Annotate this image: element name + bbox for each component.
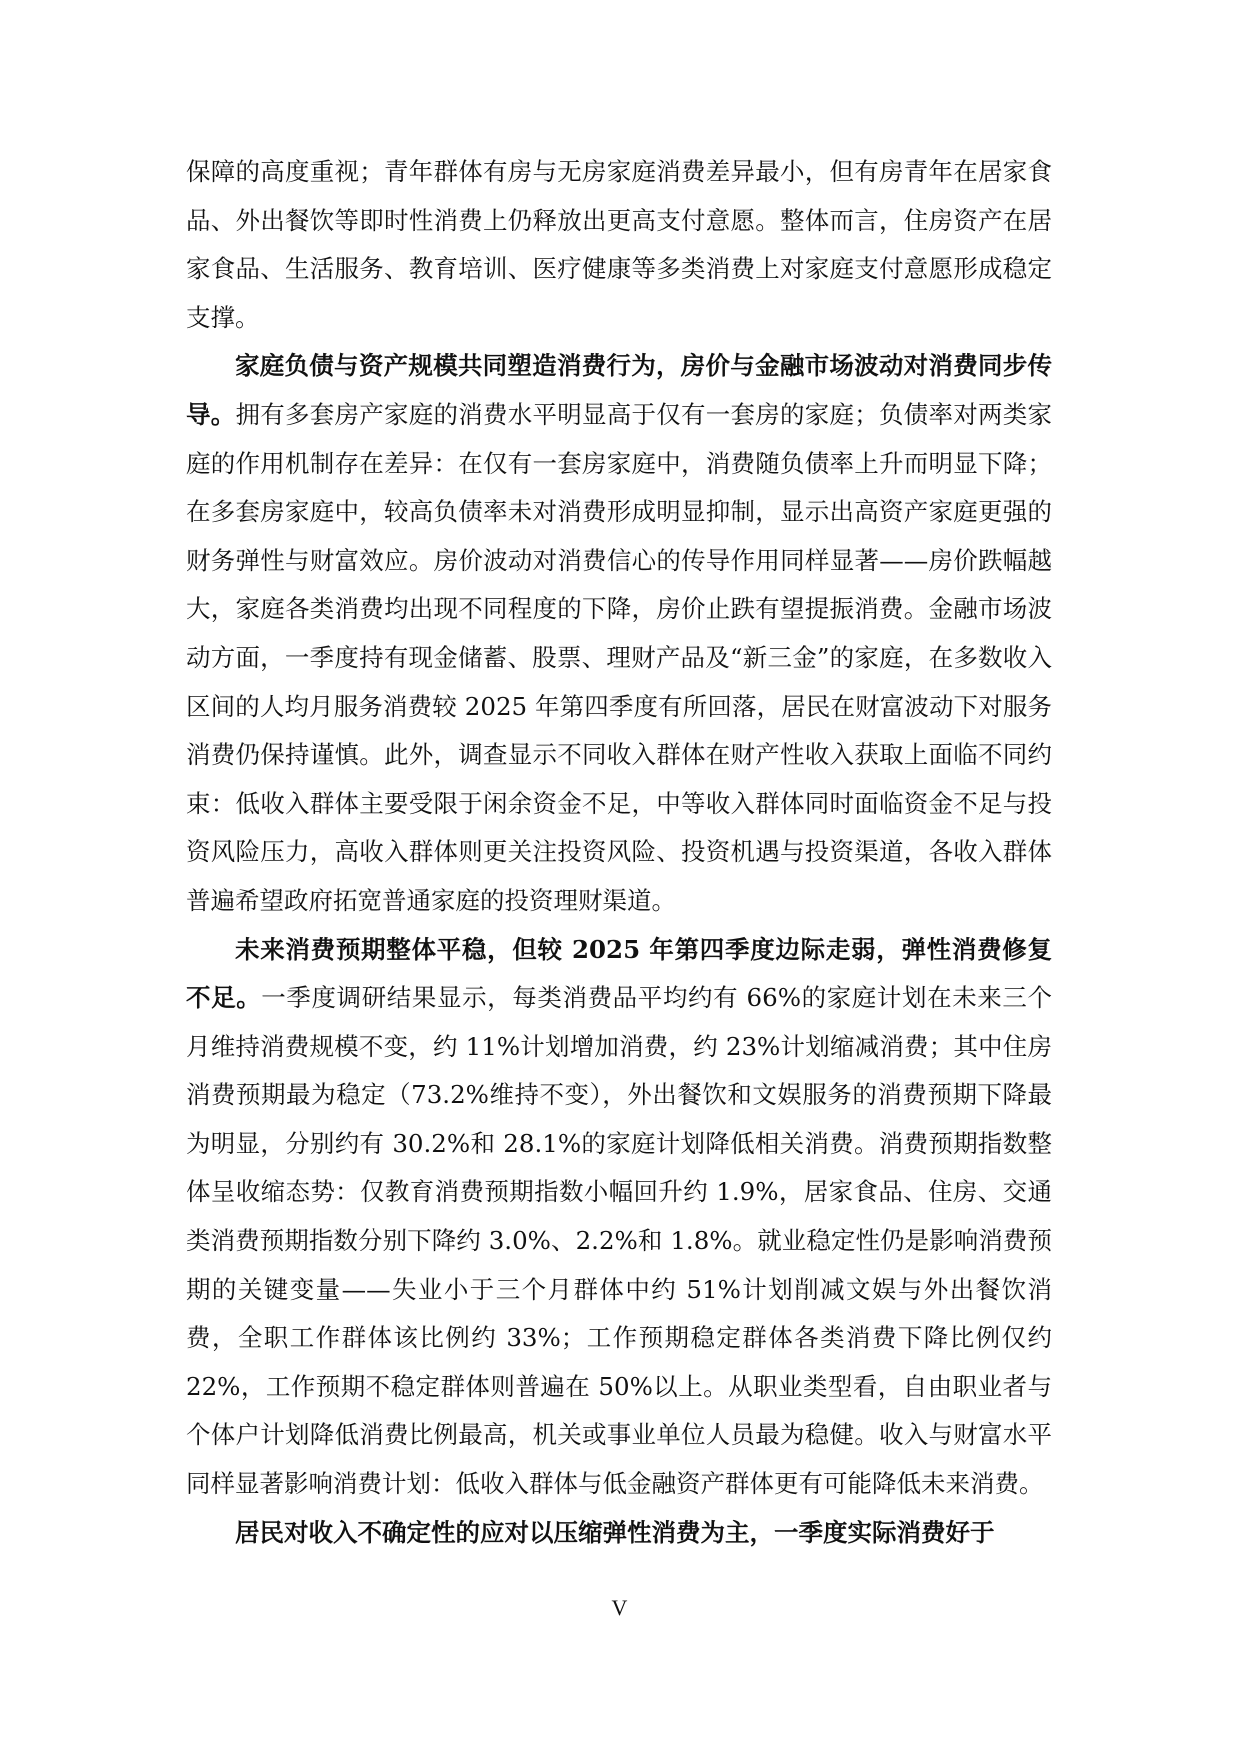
page-number: V <box>611 1595 628 1620</box>
paragraph-text: 一季度调研结果显示，每类消费品平均约有 66%的家庭计划在未来三个月维持消费规模不变，约 11%计划增加消费，约 23%计划缩减消费；其中住房消费预期最为稳定（73.2%维持不变），外出餐饮和文娱服务的消费预期下降最为明显，分别约有 30.2%和 28.1%的家庭计划降低相关消费。消费预期指数整体呈收缩态势：仅教育消费预期指数小幅回升约 1.9%，居家食品、住房、交通类消费预期指数分别下降约 3.0%、2.2%和 1.8%。就业稳定性仍是影响消费预期的关键变量——失业小于三个月群体中约 51%计划削减文娱与外出餐饮消费，全职工作群体该比例约 33%；工作预期稳定群体各类消费下降比例仅约 22%，工作预期不稳定群体则普遍在 50%以上。从职业类型看，自由职业者与个体户计划降低消费比例最高，机关或事业单位人员最为稳健。收入与财富水平同样显著影响消费计划：低收入群体与低金融资产群体更有可能降低未来消费。 <box>186 983 1052 1499</box>
paragraph-income-uncertainty <box>186 1509 1052 1558</box>
paragraph-lead: 未来消费预期整体平稳，但较 2025 年第四季度边际走弱，弹性消费修复不足。 <box>186 934 1052 1013</box>
paragraph-text: 保障的高度重视；青年群体有房与无房家庭消费差异最小，但有房青年在居家食品、外出餐饮等即时性消费上仍释放出更高支付意愿。整体而言，住房资产在居家食品、生活服务、教育培训、医疗健康等多类消费上对家庭支付意愿形成稳定支撑。 <box>186 157 1052 332</box>
body-text <box>186 148 1052 1557</box>
paragraph-consumption-expectation <box>186 926 1052 1509</box>
paragraph-lead: 家庭负债与资产规模共同塑造消费行为，房价与金融市场波动对消费同步传导。 <box>186 351 1052 429</box>
paragraph-continuation <box>186 148 1052 342</box>
paragraph-text: 拥有多套房产家庭的消费水平明显高于仅有一套房的家庭；负债率对两类家庭的作用机制存在差异：在仅有一套房家庭中，消费随负债率上升而明显下降；在多套房家庭中，较高负债率未对消费形成明显抑制，显示出高资产家庭更强的财务弹性与财富效应。房价波动对消费信心的传导作用同样显著——房价跌幅越大，家庭各类消费均出现不同程度的下降，房价止跌有望提振消费。金融市场波动方面，一季度持有现金储蓄、股票、理财产品及“新三金”的家庭，在多数收入区间的人均月服务消费较 2025 年第四季度有所回落，居民在财富波动下对服务消费仍保持谨慎。此外，调查显示不同收入群体在财产性收入获取上面临不同约束：低收入群体主要受限于闲余资金不足，中等收入群体同时面临资金不足与投资风险压力，高收入群体则更关注投资风险、投资机遇与投资渠道，各收入群体普遍希望政府拓宽普通家庭的投资理财渠道。 <box>186 399 1052 915</box>
paragraph-lead: 居民对收入不确定性的应对以压缩弹性消费为主，一季度实际消费好于 <box>235 1517 995 1547</box>
paragraph-debt-assets <box>186 342 1052 925</box>
